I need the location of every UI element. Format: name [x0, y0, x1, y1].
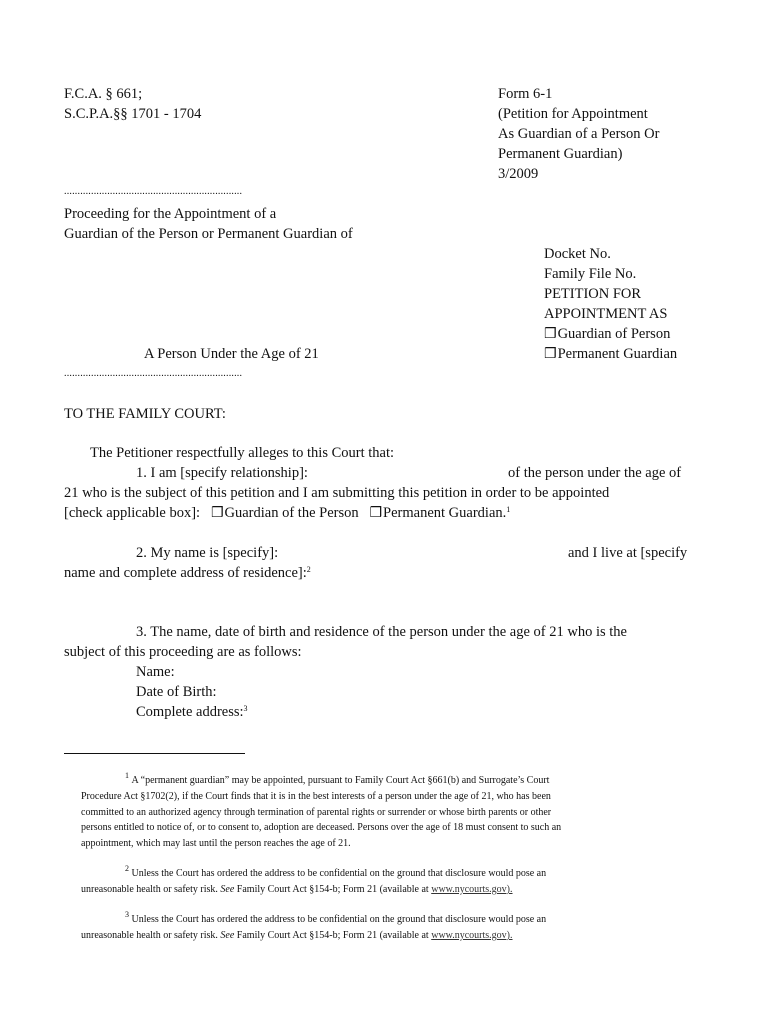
subject-person-label: A Person Under the Age of 21 — [144, 346, 319, 362]
checkbox-icon[interactable]: ❒ — [210, 505, 224, 521]
footnote-1-line: Procedure Act §1702(2), if the Court finds that it is in the best interests of a person under the age of 21, who has been — [81, 791, 551, 802]
proceeding-title-line: Guardian of the Person or Permanent Guardian of — [64, 226, 353, 242]
statute-citation-fca: F.C.A. § 661; — [64, 86, 143, 102]
checkbox-icon[interactable]: ❒ — [544, 346, 557, 362]
child-address-label: Complete address:$^3$ — [136, 704, 248, 720]
form-number: Form 6-1 — [498, 86, 553, 102]
footnote-1-line: committed to an authorized agency through termination of parental rights or surrender or whose birth parents or other — [81, 807, 552, 818]
form-title-line: (Petition for Appointment — [498, 106, 648, 122]
footnote-3: $^3$ Unless the Court has ordered the address to be confidential on the ground that disclosure would pose an — [125, 910, 547, 925]
checkbox-icon[interactable]: ❒ — [544, 326, 557, 342]
footnote-ref-1[interactable]: 1 — [506, 505, 511, 514]
paragraph-1-text: of the person under the age of — [508, 465, 682, 481]
option-permanent-guardian[interactable]: ❒Permanent Guardian — [544, 346, 678, 362]
option-permanent-guardian-body[interactable]: ❒Permanent Guardian. — [369, 505, 507, 521]
caption-dotted-line-bottom: .................................................................. — [64, 368, 243, 379]
footnote-ref-2[interactable]: 2 — [306, 565, 311, 574]
child-name-label: Name: — [136, 664, 175, 680]
footnote-2-line: unreasonable health or safety risk. See Family Court Act §154-b; Form 21 (available at www.nycourts.gov). — [81, 884, 513, 895]
footnote-number: 1 — [125, 771, 129, 780]
petitioner-name-label: 2. My name is [specify]: — [136, 545, 279, 561]
footnote-1-line: appointment, which may last until the person reaches the age of 21. — [81, 838, 351, 849]
paragraph-1-checkbox-line: [check applicable box]: ❒Guardian of the Person ❒Permanent Guardian.$^1$ — [64, 505, 511, 521]
footnote-number: 3 — [125, 910, 129, 919]
footnote-2: $^2$ Unless the Court has ordered the address to be confidential on the ground that disclosure would pose an — [125, 864, 547, 879]
footnote-ref-3[interactable]: 3 — [243, 704, 248, 713]
nycourts-link[interactable]: www.nycourts.gov). — [431, 884, 513, 895]
footnote-3-line: unreasonable health or safety risk. See Family Court Act §154-b; Form 21 (available at www.nycourts.gov). — [81, 930, 513, 941]
footnote-separator — [64, 753, 245, 754]
addressee: TO THE FAMILY COURT: — [64, 406, 226, 422]
child-dob-label: Date of Birth: — [136, 684, 217, 700]
form-title-line: As Guardian of a Person Or — [498, 126, 660, 142]
petition-heading: APPOINTMENT AS — [544, 306, 668, 322]
nycourts-link[interactable]: www.nycourts.gov). — [431, 930, 513, 941]
paragraph-3-text: subject of this proceeding are as follows: — [64, 644, 302, 660]
docket-number-label: Docket No. — [544, 246, 611, 262]
option-guardian-of-the-person[interactable]: ❒Guardian of the Person — [210, 505, 359, 521]
statute-citation-scpa: S.C.P.A.§§ 1701 - 1704 — [64, 106, 202, 122]
paragraph-2-text: and I live at [specify — [568, 545, 688, 561]
caption-dotted-line-top: .................................................................. — [64, 186, 243, 197]
form-title-line: Permanent Guardian) — [498, 146, 623, 162]
petition-heading: PETITION FOR — [544, 286, 642, 302]
paragraph-3-text: 3. The name, date of birth and residence of the person under the age of 21 who is the — [136, 624, 627, 640]
proceeding-title-line: Proceeding for the Appointment of a — [64, 206, 277, 222]
paragraph-1-text: 21 who is the subject of this petition and I am submitting this petition in order to be appointed — [64, 485, 610, 501]
footnote-1: $^1$ A “permanent guardian” may be appointed, pursuant to Family Court Act §661(b) and Surrogate’s Court — [125, 771, 550, 786]
footnote-1-line: persons entitled to notice of, or to consent to, adoption are deceased. Persons over the age of 18 must consent to such an — [81, 822, 562, 833]
paragraph-2-text: name and complete address of residence]:$^2$ — [64, 565, 311, 581]
checkbox-icon[interactable]: ❒ — [369, 505, 383, 521]
option-guardian-of-person[interactable]: ❒Guardian of Person — [544, 326, 671, 342]
family-file-label: Family File No. — [544, 266, 637, 282]
intro-paragraph: The Petitioner respectfully alleges to this Court that: — [90, 445, 395, 461]
form-date: 3/2009 — [498, 166, 539, 182]
footnote-number: 2 — [125, 864, 129, 873]
relationship-label: 1. I am [specify relationship]: — [136, 465, 308, 481]
